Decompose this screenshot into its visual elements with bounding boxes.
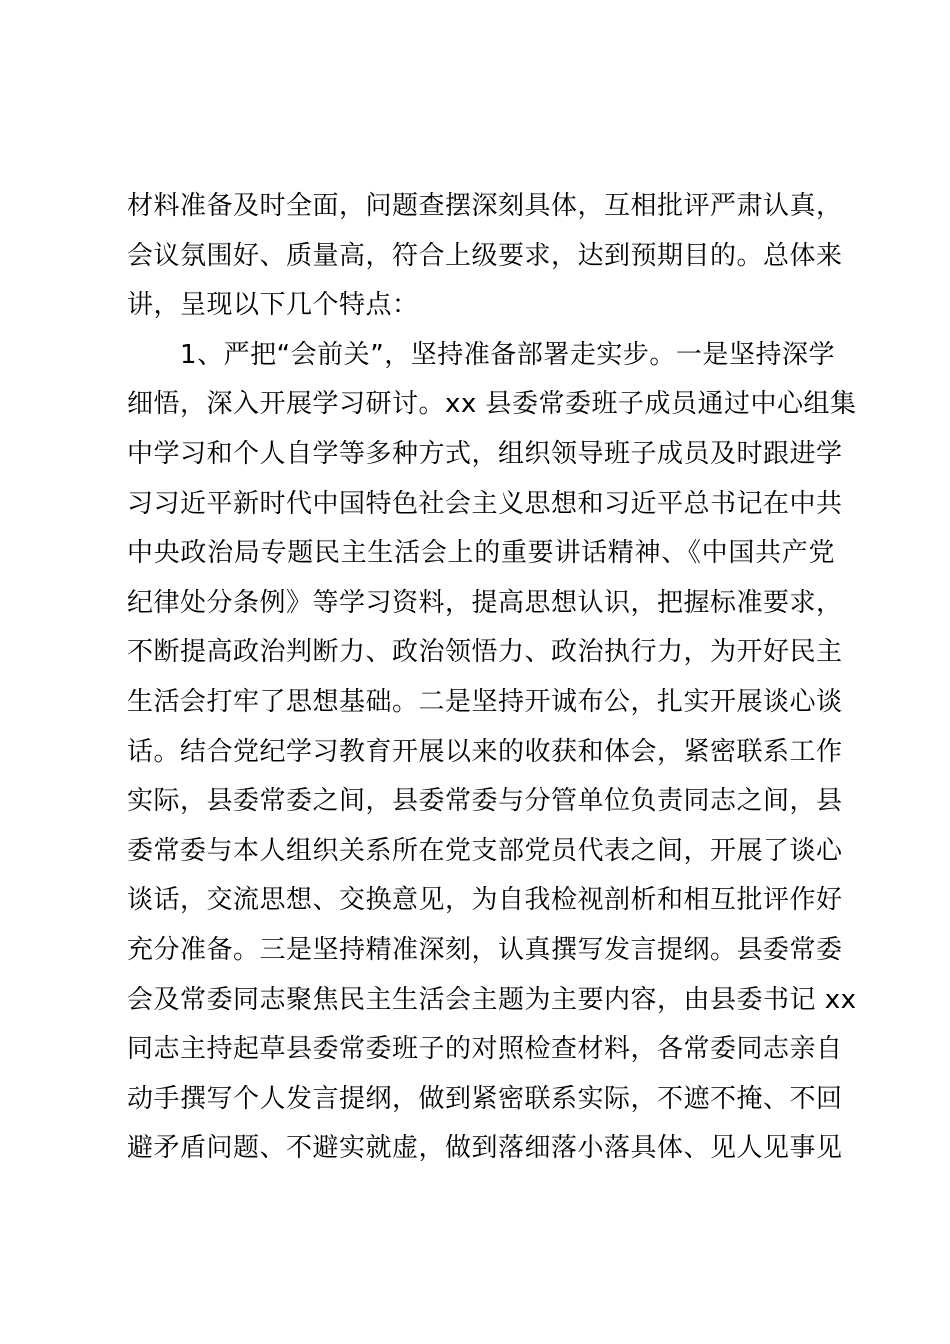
text-line: 谈话，交流思想、交换意见，为自我检视剖析和相互批评作好 <box>127 885 843 916</box>
text-line: 实际，县委常委之间，县委常委与分管单位负责同志之间，县 <box>127 786 843 817</box>
text-line: 1、严把“会前关”，坚持准备部署走实步。一是坚持深学 <box>127 339 835 370</box>
text-line: 不断提高政治判断力、政治领悟力、政治执行力，为开好民主 <box>127 637 843 668</box>
text-line: 会及常委同志聚焦民主生活会主题为主要内容，由县委书记 xx <box>127 984 857 1015</box>
text-line: 中学习和个人自学等多种方式，组织领导班子成员及时跟进学 <box>127 438 843 469</box>
body-text <box>127 182 857 1174</box>
text-line: 生活会打牢了思想基础。二是坚持开诚布公，扎实开展谈心谈 <box>127 686 843 717</box>
text-line: 中央政治局专题民主生活会上的重要讲话精神、《中国共产党 <box>127 538 835 569</box>
text-line: 习习近平新时代中国特色社会主义思想和习近平总书记在中共 <box>127 488 843 519</box>
text-line: 充分准备。三是坚持精准深刻，认真撰写发言提纲。县委常委 <box>127 934 843 965</box>
text-line: 纪律处分条例》等学习资料，提高思想认识，把握标准要求， <box>127 587 843 618</box>
text-line: 话。结合党纪学习教育开展以来的收获和体会，紧密联系工作 <box>127 736 843 767</box>
text-line: 动手撰写个人发言提纲，做到紧密联系实际，不遮不掩、不回 <box>127 1083 843 1114</box>
text-line: 会议氛围好、质量高，符合上级要求，达到预期目的。总体来 <box>127 240 843 271</box>
text-line: 讲，呈现以下几个特点： <box>127 290 419 321</box>
text-line: 委常委与本人组织关系所在党支部党员代表之间，开展了谈心 <box>127 835 843 866</box>
text-line: 细悟，深入开展学习研讨。xx 县委常委班子成员通过中心组集 <box>127 389 857 420</box>
text-line: 同志主持起草县委常委班子的对照检查材料，各常委同志亲自 <box>127 1034 843 1065</box>
text-line: 材料准备及时全面，问题查摆深刻具体，互相批评严肃认真， <box>127 191 843 221</box>
text-line: 避矛盾问题、不避实就虚，做到落细落小落具体、见人见事见 <box>127 1133 843 1164</box>
